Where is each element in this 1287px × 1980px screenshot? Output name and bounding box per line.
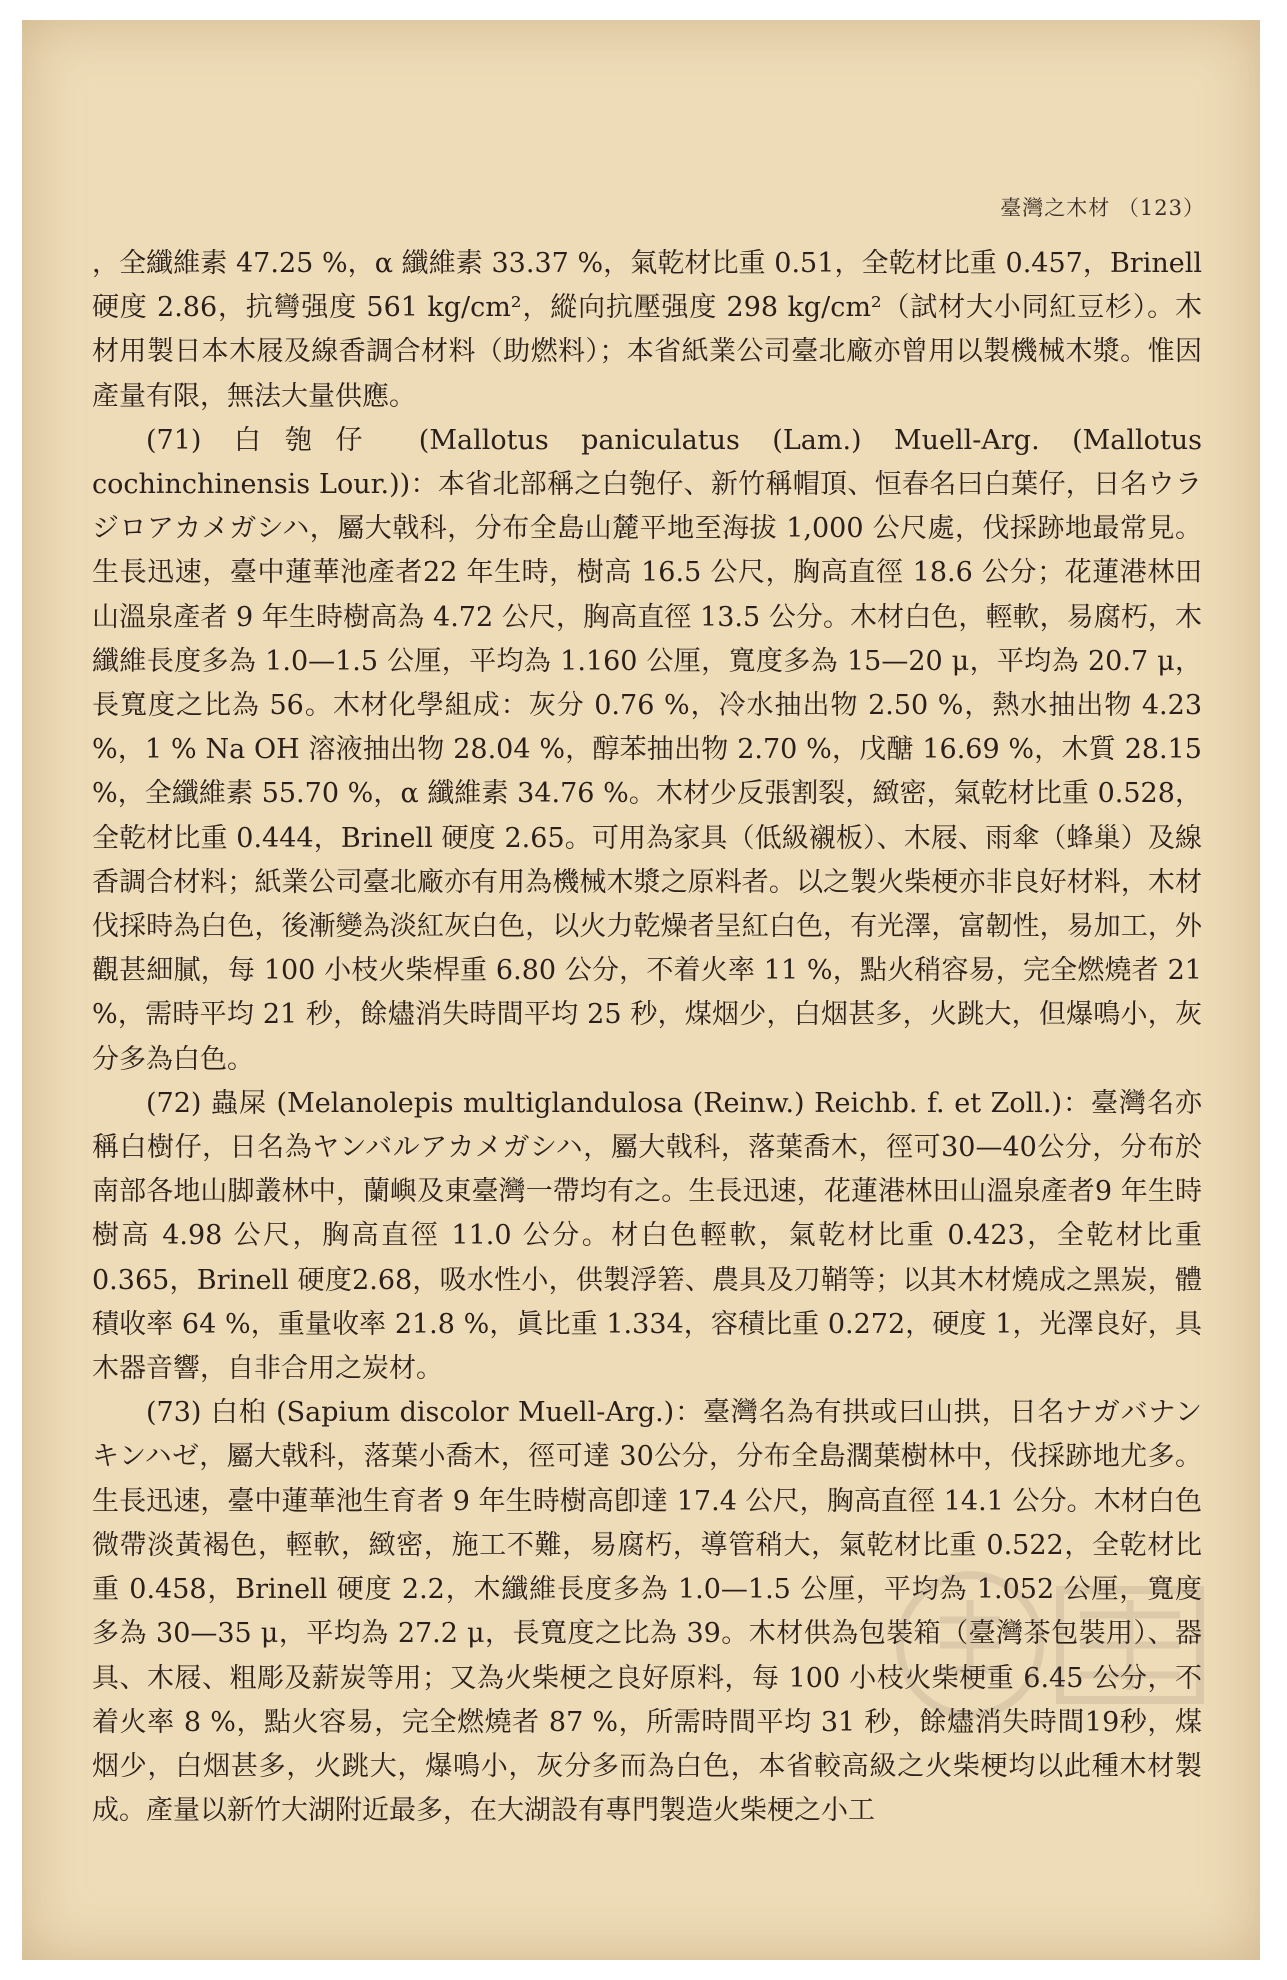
paragraph-entry-72: (72) 蟲屎 (Melanolepis multiglandulosa (Reinw.) Reichb. f. et Zoll.)：臺灣名亦稱白樹仔，日名為ヤンバルアカメガシハ，屬大戟科，落葉喬木，徑可30—40公分，分布於南部各地山脚叢林中，蘭嶼及東臺灣一帶均有之。生長迅速，花蓮港林田山溫泉產者9 年生時樹高 4.98 公尺，胸高直徑 11.0 公分。材白色輕軟，氣乾材比重 0.423，全乾材比重0.365，Brinell 硬度2.68，吸水性小，供製浮箬、農具及刀鞘等；以其木材燒成之黑炭，體積收率 64 %，重量收率 21.8 %，眞比重 1.334，容積比重 0.272，硬度 1，光澤良好，具木器音響，自非合用之炭材。 — [92, 1087, 1202, 1385]
watermark-seal-icon — [890, 1560, 1220, 1730]
paragraph-entry-71: (71) 白匏仔 (Mallotus paniculatus (Lam.) Muell-Arg. (Mallotus cochinchinensis Lour.))：本省北部稱之白匏仔、新竹稱帽頂、恒春名曰白葉仔，日名ウラジロアカメガシハ，屬大戟科，分布全島山麓平地至海拔 1,000 公尺處，伐採跡地最常見。生長迅速，臺中蓮華池產者22 年生時，樹高 16.5 公尺，胸高直徑 18.6 公分；花蓮港林田山溫泉產者 9 年生時樹高為 4.72 公尺，胸高直徑 13.5 公分。木材白色，輕軟，易腐朽，木纖維長度多為 1.0—1.5 公厘，平均為 1.160 公厘，寬度多為 15—20 μ，平均為 20.7 μ，長寬度之比為 56。木材化學組成：灰分 0.76 %，冷水抽出物 2.50 %，熱水抽出物 4.23 %，1 % Na OH 溶液抽出物 28.04 %，醇苯抽出物 2.70 %，戊醣 16.69 %，木質 28.15 %，全纖維素 55.70 %，α 纖維素 34.76 %。木材少反張割裂，緻密，氣乾材比重 0.528，全乾材比重 0.444，Brinell 硬度 2.65。可用為家具（低級襯板）、木屐、雨傘（蜂巢）及線香調合材料；紙業公司臺北廠亦有用為機械木漿之原料者。以之製火柴梗亦非良好材料，木材伐採時為白色，後漸變為淡紅灰白色，以火力乾燥者呈紅白色，有光澤，富韌性，易加工，外觀甚細膩，每 100 小枝火柴桿重 6.80 公分，不着火率 11 %，點火稍容易，完全燃燒者 21 %，需時平均 21 秒，餘燼消失時間平均 25 秒，煤烟少，白烟甚多，火跳大，但爆鳴小，灰分多為白色。 — [92, 424, 1202, 1075]
paragraph-continued: ，全纖維素 47.25 %，α 纖維素 33.37 %，氣乾材比重 0.51，全乾材比重 0.457，Brinell 硬度 2.86，抗彎强度 561 kg/cm²，縱向抗壓强度 298 kg/cm²（試材大小同紅豆杉）。木材用製日本木屐及線香調合材料（助燃料）；本省紙業公司臺北廠亦曾用以製機械木漿。惟因產量有限，無法大量供應。 — [92, 248, 1202, 412]
document-page — [22, 20, 1260, 1960]
running-header: 臺灣之木材 （123） — [1000, 196, 1205, 220]
paragraph-entry-73: (73) 白桕 (Sapium discolor Muell-Arg.)：臺灣名為有拱或曰山拱，日名ナガバナンキンハゼ，屬大戟科，落葉小喬木，徑可達 30公分，分布全島濶葉樹林中，伐採跡地尤多。生長迅速，臺中蓮華池生育者 9 年生時樹高卽達 17.4 公尺，胸高直徑 14.1 公分。木材白色微帶淡黃褐色，輕軟，緻密，施工不難，易腐朽，導管稍大，氣乾材比重 0.522，全乾材比重 0.458，Brinell 硬度 2.2，木纖維長度多為 1.0—1.5 公厘，平均為 1.052 公厘，寬度多為 30—35 μ，平均為 27.2 μ，長寬度之比為 39。木材供為包裝箱（臺灣茶包裝用）、器具、木屐、粗彫及薪炭等用；又為火柴梗之良好原料，每 100 小枝火柴梗重 6.45 公分，不着火率 8 %，點火容易，完全燃燒者 87 %，所需時間平均 31 秒，餘燼消失時間19秒，煤烟少，白烟甚多，火跳大，爆鳴小，灰分多而為白色，本省較高級之火柴梗均以此種木材製成。產量以新竹大湖附近最多，在大湖設有專門製造火柴梗之小工 — [92, 1397, 1202, 1827]
